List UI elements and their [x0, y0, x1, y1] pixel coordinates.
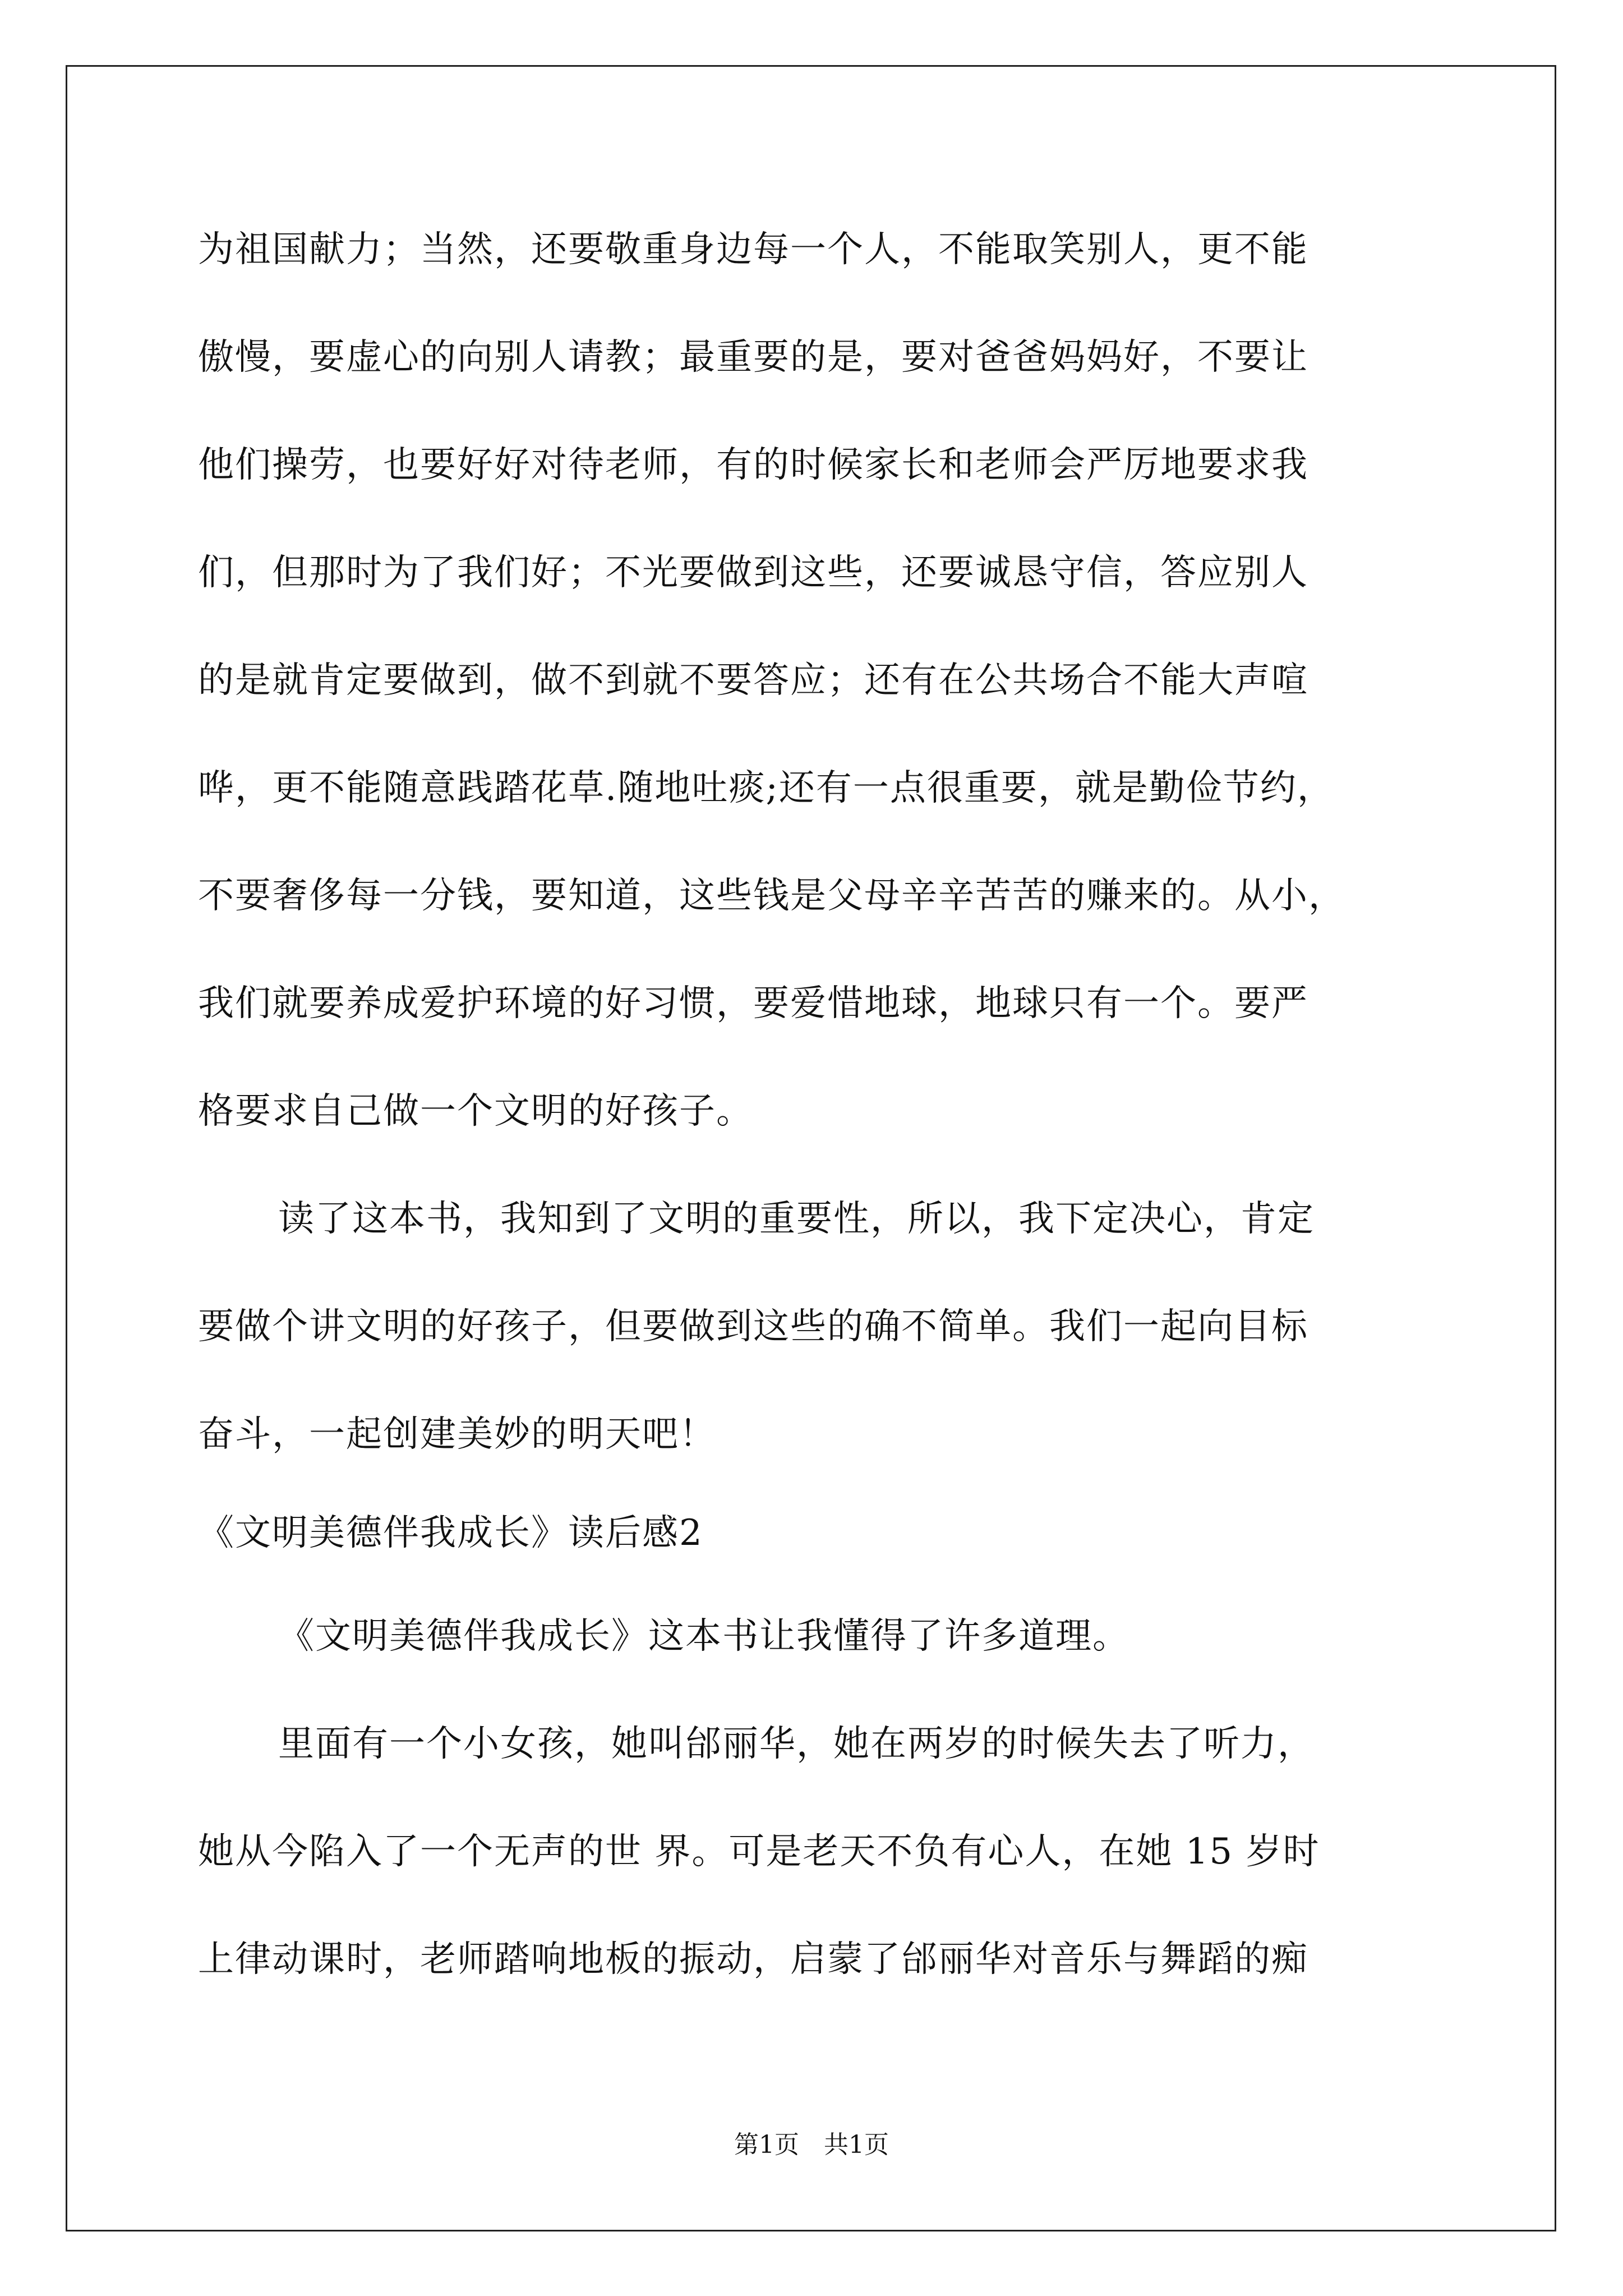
body-line: 里面有一个小女孩，她叫邰丽华，她在两岁的时候失去了听力，	[278, 1723, 1315, 1765]
page-total: 共1页	[824, 2131, 889, 2159]
body-line: 读了这本书，我知到了文明的重要性，所以，我下定决心，肯定	[278, 1198, 1315, 1240]
body-line: 为祖国献力；当然，还要敬重身边每一个人，不能取笑别人，更不能	[198, 229, 1308, 270]
body-line: 我们就要养成爱护环境的好习惯，要爱惜地球，地球只有一个。要严	[198, 983, 1308, 1024]
body-line: 上律动课时，老师踏响地板的振动，启蒙了邰丽华对音乐与舞蹈的痴	[198, 1939, 1308, 1980]
body-line: 他们操劳，也要好好对待老师，有的时候家长和老师会严厉地要求我	[198, 444, 1308, 486]
page-number: 第1页	[734, 2131, 799, 2159]
body-line: 们，但那时为了我们好；不光要做到这些，还要诚恳守信，答应别人	[198, 552, 1308, 593]
page-border	[66, 65, 1556, 2231]
body-line: 要做个讲文明的好孩子，但要做到这些的确不简单。我们一起向目标	[198, 1306, 1308, 1347]
body-line: 《文明美德伴我成长》这本书让我懂得了许多道理。	[278, 1616, 1129, 1657]
body-line: 格要求自己做一个文明的好孩子。	[198, 1091, 753, 1132]
page-footer	[0, 2129, 1623, 2161]
section-heading: 《文明美德伴我成长》读后感2	[198, 1512, 703, 1554]
body-line: 不要奢侈每一分钱，要知道，这些钱是父母辛辛苦苦的赚来的。从小，	[198, 875, 1345, 917]
body-line: 哗，更不能随意践踏花草.随地吐痰;还有一点很重要，就是勤俭节约，	[198, 767, 1334, 809]
body-line: 的是就肯定要做到，做不到就不要答应；还有在公共场合不能大声喧	[198, 660, 1308, 701]
body-line: 奋斗，一起创建美妙的明天吧！	[198, 1414, 716, 1455]
body-line: 傲慢，要虚心的向别人请教；最重要的是，要对爸爸妈妈好，不要让	[198, 337, 1308, 378]
body-line: 她从今陷入了一个无声的世 界。可是老天不负有心人，在她 15 岁时	[198, 1831, 1320, 1872]
